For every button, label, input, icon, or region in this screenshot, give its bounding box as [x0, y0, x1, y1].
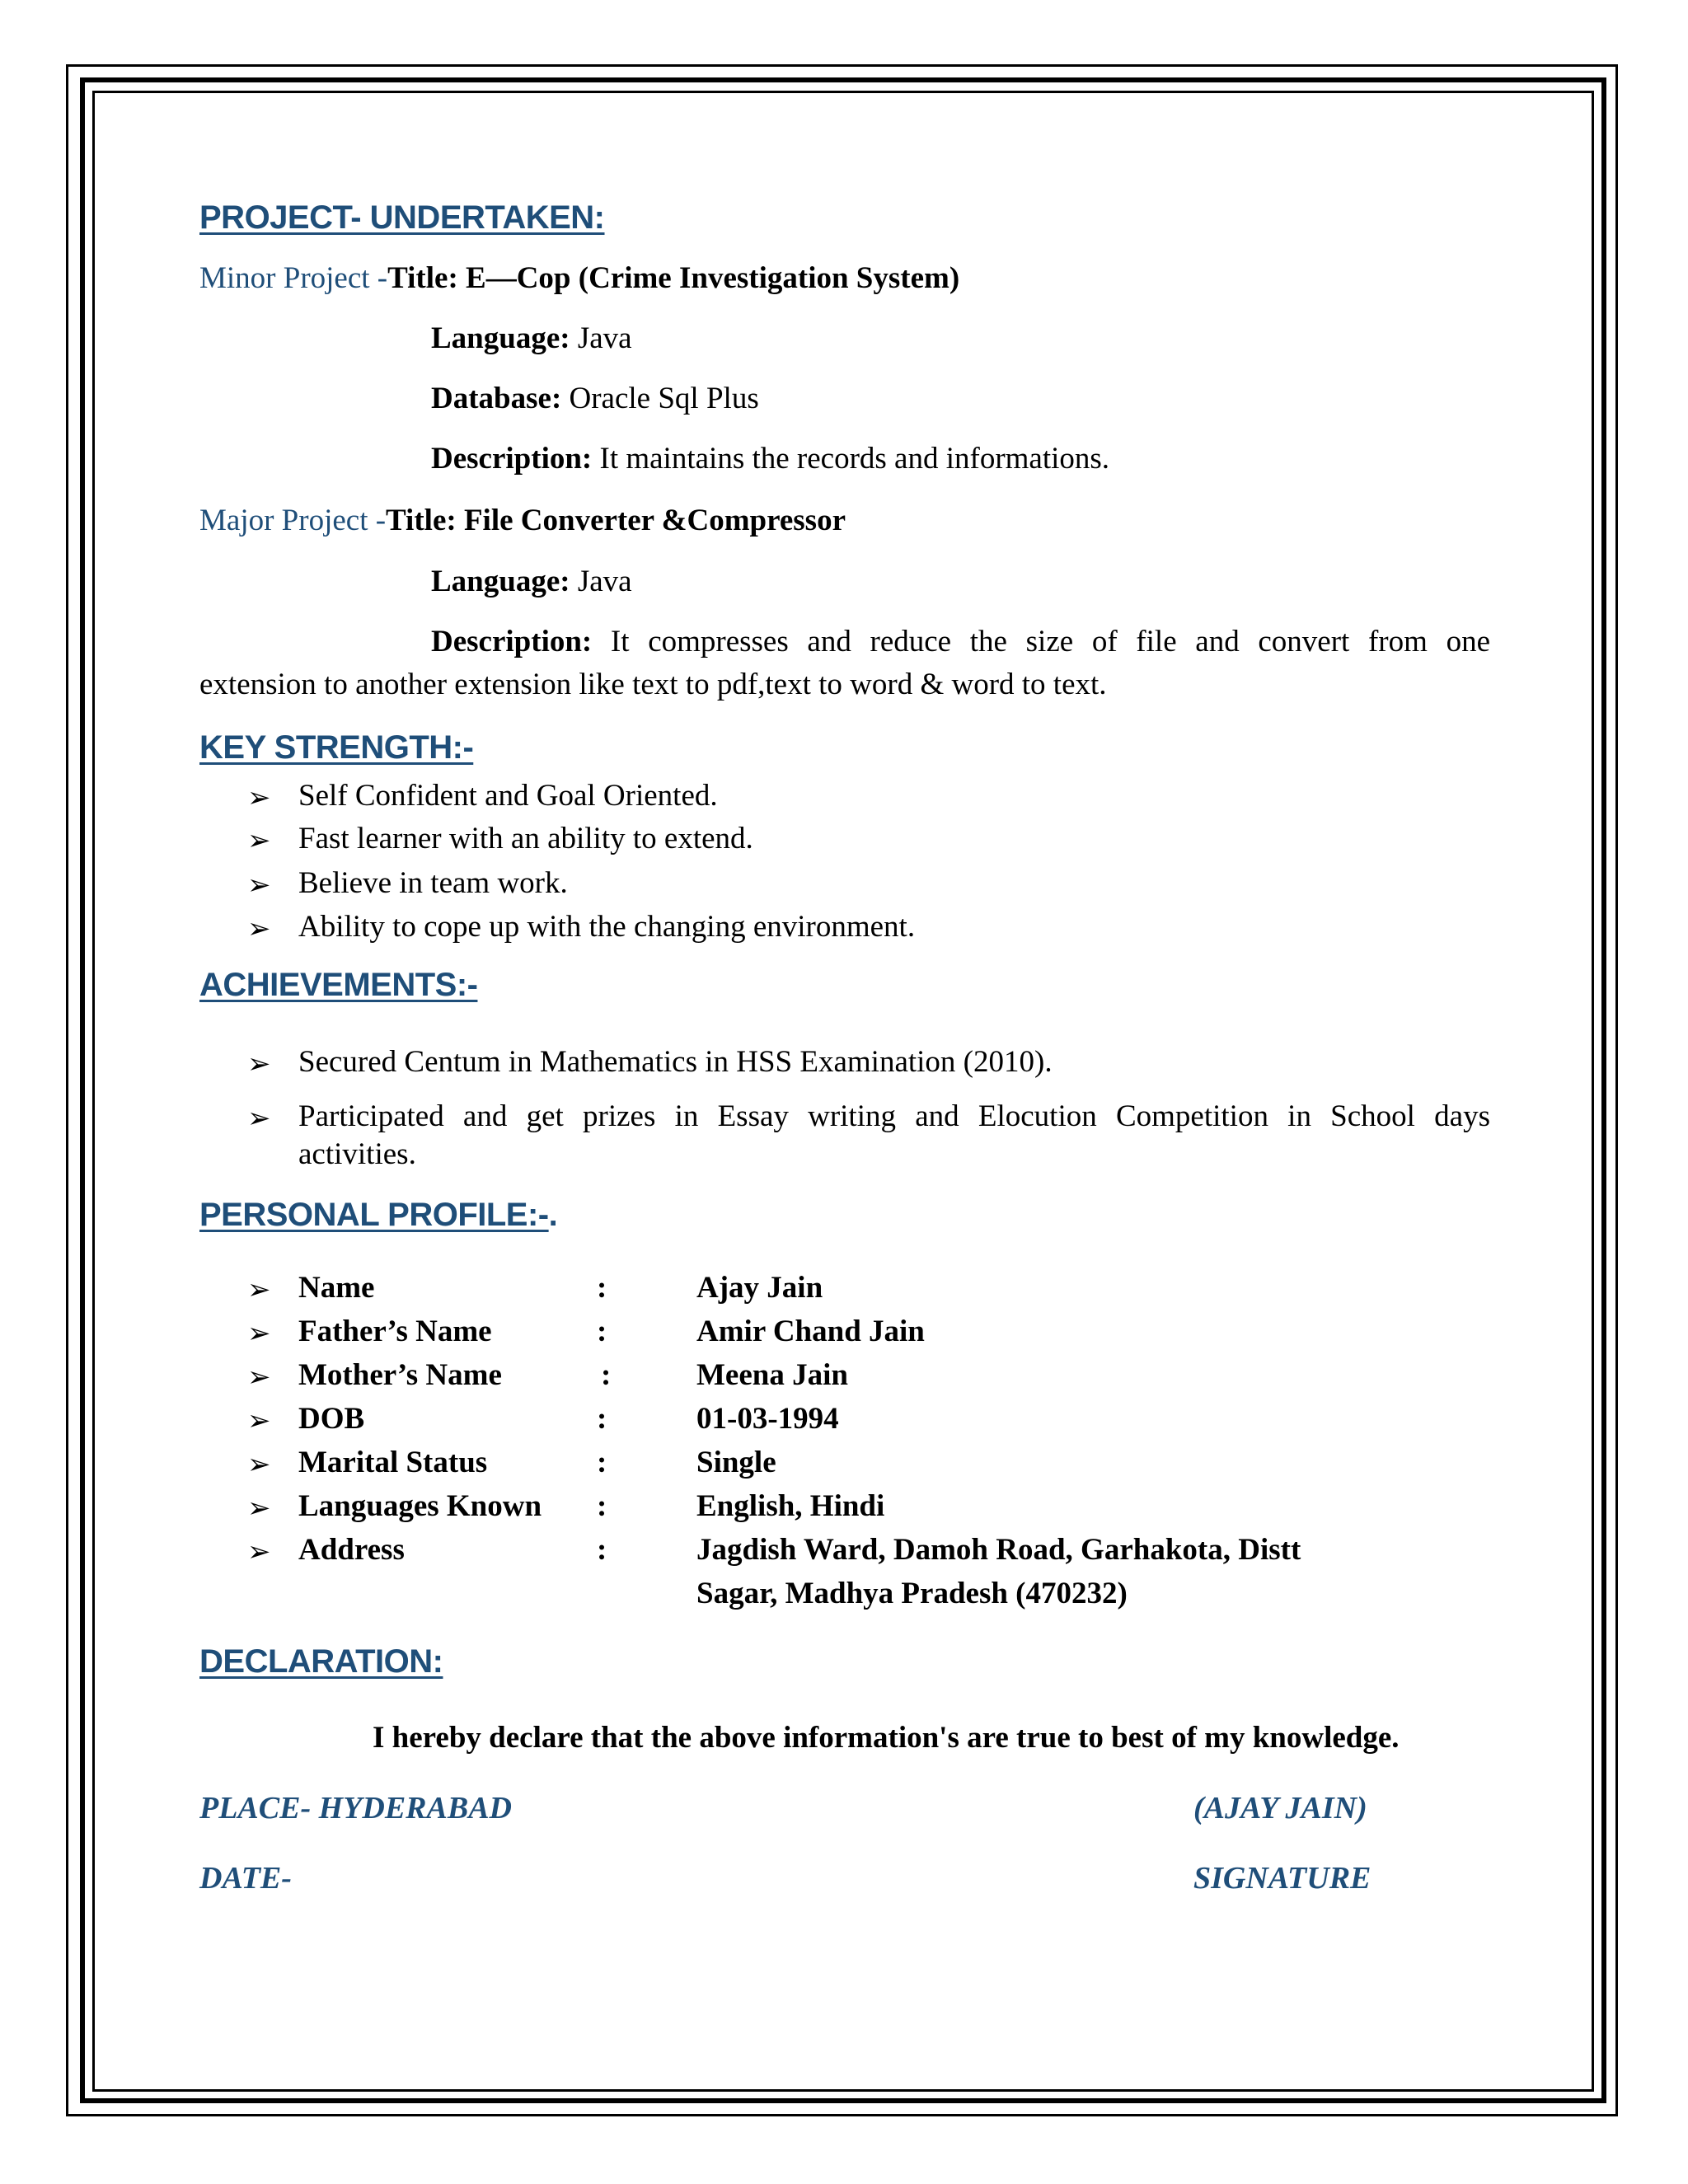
minor-language-value: Java	[577, 321, 632, 355]
major-language-value: Java	[577, 565, 632, 598]
bullet-icon: ➢	[247, 1317, 271, 1350]
profile-separator: :	[597, 1271, 607, 1305]
minor-database-value: Oracle Sql Plus	[569, 382, 759, 415]
minor-description	[431, 441, 1109, 476]
major-description-line2: extension to another extension like text to pdf,text to word & word to text.	[199, 668, 1107, 701]
major-language	[431, 564, 632, 599]
project-heading: PROJECT- UNDERTAKEN:	[199, 199, 605, 236]
declaration-heading: DECLARATION:	[199, 1643, 443, 1680]
minor-database-label: Database:	[431, 382, 562, 415]
bullet-icon: ➢	[247, 824, 271, 857]
profile-value: Amir Chand Jain	[696, 1315, 925, 1348]
major-project-label: Major Project -	[199, 504, 387, 537]
profile-value: English, Hindi	[696, 1489, 885, 1523]
major-description-label: Description:	[431, 625, 593, 658]
minor-description-value: It maintains the records and informations.	[599, 442, 1110, 476]
profile-value: 01-03-1994	[696, 1402, 839, 1436]
applicant-name: (AJAY JAIN)	[1193, 1791, 1367, 1825]
profile-label: Address	[298, 1533, 405, 1567]
profile-value: Single	[696, 1446, 776, 1479]
address-line-2: Sagar, Madhya Pradesh (470232)	[696, 1577, 1128, 1610]
bullet-icon: ➢	[247, 869, 271, 902]
achievements-heading: ACHIEVEMENTS:-	[199, 967, 478, 1003]
major-description-value: It compresses and reduce the size of file and convert from one	[610, 625, 1490, 658]
declaration-text: I hereby declare that the above information's are true to best of my knowledge.	[373, 1721, 1400, 1755]
bullet-icon: ➢	[247, 1404, 271, 1437]
bullet-icon: ➢	[247, 1047, 271, 1080]
place-label: PLACE- HYDERABAD	[199, 1791, 512, 1825]
profile-value: Jagdish Ward, Damoh Road, Garhakota, Distt	[696, 1533, 1301, 1567]
profile-label: Name	[298, 1271, 375, 1305]
achievement-item: Participated and get prizes in Essay writing and Elocution Competition in School days	[298, 1099, 1490, 1133]
minor-language	[431, 321, 632, 356]
signature-label: SIGNATURE	[1193, 1861, 1372, 1896]
bullet-icon: ➢	[247, 912, 271, 945]
profile-separator: :	[597, 1489, 607, 1523]
achievement-item-continued: activities.	[298, 1137, 416, 1171]
key-strength-heading: KEY STRENGTH:-	[199, 729, 474, 766]
date-label: DATE-	[199, 1861, 292, 1896]
minor-database	[431, 381, 759, 416]
achievement-item: Secured Centum in Mathematics in HSS Examination (2010).	[298, 1045, 1053, 1079]
personal-profile-heading-line	[199, 1197, 557, 1234]
profile-label: Languages Known	[298, 1489, 542, 1523]
profile-value: Ajay Jain	[696, 1271, 823, 1305]
strength-item: Ability to cope up with the changing environment.	[298, 910, 916, 944]
personal-profile-heading-dot: .	[548, 1197, 558, 1233]
strength-item: Fast learner with an ability to extend.	[298, 822, 753, 855]
bullet-icon: ➢	[247, 1535, 271, 1568]
minor-language-label: Language:	[431, 321, 570, 355]
major-project-line	[199, 503, 846, 538]
bullet-icon: ➢	[247, 1102, 271, 1135]
profile-label: Father’s Name	[298, 1315, 492, 1348]
profile-separator: :	[597, 1402, 607, 1436]
bullet-icon: ➢	[247, 1361, 271, 1394]
bullet-icon: ➢	[247, 1448, 271, 1481]
minor-project-line	[199, 260, 959, 296]
profile-separator: :	[597, 1533, 607, 1567]
profile-label: Mother’s Name	[298, 1358, 502, 1392]
profile-separator: :	[601, 1358, 612, 1392]
major-title-prefix: Title:	[386, 504, 457, 537]
strength-item: Self Confident and Goal Oriented.	[298, 779, 718, 813]
profile-separator: :	[597, 1315, 607, 1348]
minor-title-prefix: Title:	[387, 261, 458, 295]
personal-profile-heading: PERSONAL PROFILE:-	[199, 1197, 549, 1233]
bullet-icon: ➢	[247, 1492, 271, 1525]
bullet-icon: ➢	[247, 781, 271, 814]
major-description-line1	[431, 624, 1490, 659]
minor-description-label: Description:	[431, 442, 593, 476]
major-title: File Converter &Compressor	[463, 504, 846, 537]
profile-label: DOB	[298, 1402, 365, 1436]
minor-title: E—Cop (Crime Investigation System)	[466, 261, 960, 295]
profile-value: Meena Jain	[696, 1358, 848, 1392]
bullet-icon: ➢	[247, 1273, 271, 1306]
minor-project-label: Minor Project -	[199, 261, 388, 295]
strength-item: Believe in team work.	[298, 866, 568, 900]
major-language-label: Language:	[431, 565, 570, 598]
profile-label: Marital Status	[298, 1446, 488, 1479]
profile-separator: :	[597, 1446, 607, 1479]
